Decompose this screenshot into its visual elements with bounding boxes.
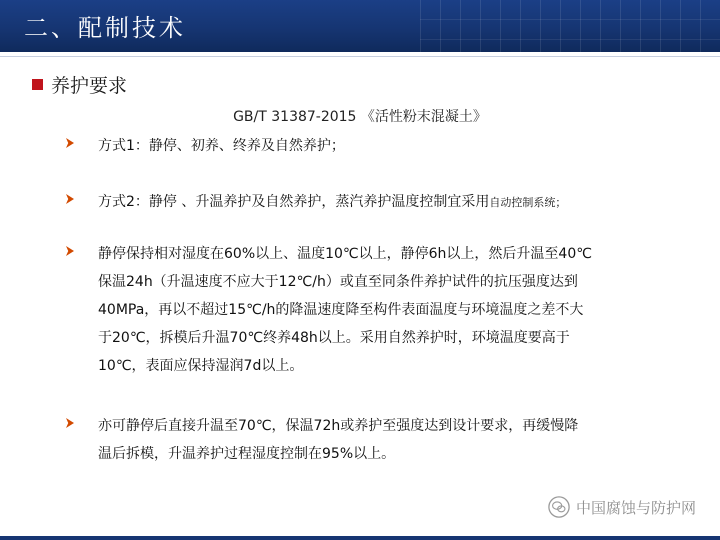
bullet-text-small: 自动控制系统；	[489, 196, 567, 209]
header-grid-decoration	[420, 0, 720, 52]
bullet-text-main: 方式2：静停 、升温养护及自然养护，蒸汽养护温度控制宜采用	[98, 194, 490, 210]
bullet-line: 40MPa，再以不超过15℃/h的降温速度降至构件表面温度与环境温度之差不大	[98, 302, 584, 318]
bullet-item-1	[66, 132, 345, 160]
header-bar	[0, 0, 720, 52]
bullet-item-4	[66, 412, 578, 468]
bullet-line: 保温24h（升温速度不应大于12℃/h）或直至同条件养护试件的抗压强度达到	[98, 274, 578, 290]
wechat-icon	[548, 496, 570, 518]
bullet-line: 温后拆模，升温养护过程湿度控制在95%以上。	[98, 446, 396, 462]
bullet-paragraph	[98, 412, 578, 468]
watermark	[548, 496, 696, 518]
square-bullet-icon	[32, 79, 43, 90]
watermark-text: 中国腐蚀与防护网	[575, 498, 696, 517]
arrow-bullet-icon	[66, 246, 74, 256]
bullet-item-2	[66, 188, 566, 217]
bullet-text: 方式1：静停、初养、终养及自然养护；	[98, 138, 345, 154]
bullet-line: 于20℃，拆模后升温70℃终养48h以上。采用自然养护时，环境温度要高于	[98, 330, 570, 346]
bullet-paragraph	[98, 240, 592, 380]
slide-title: 二、配制技术	[24, 14, 186, 42]
section-heading	[32, 72, 127, 96]
bullet-text	[98, 188, 566, 217]
bullet-item-3	[66, 240, 592, 380]
bullet-line: 静停保持相对湿度在60%以上、温度10℃以上，静停6h以上，然后升温至40℃	[98, 246, 592, 262]
arrow-bullet-icon	[66, 418, 74, 428]
bullet-line: 10℃，表面应保持湿润7d以上。	[98, 358, 304, 374]
arrow-bullet-icon	[66, 194, 74, 204]
arrow-bullet-icon	[66, 138, 74, 148]
header-divider	[0, 56, 720, 57]
footer-bar	[0, 536, 720, 540]
bullet-line: 亦可静停后直接升温至70℃，保温72h或养护至强度达到设计要求，再缓慢降	[98, 418, 579, 434]
section-title: 养护要求	[51, 74, 128, 97]
standard-reference: GB/T 31387-2015 《活性粉末混凝土》	[233, 109, 487, 125]
